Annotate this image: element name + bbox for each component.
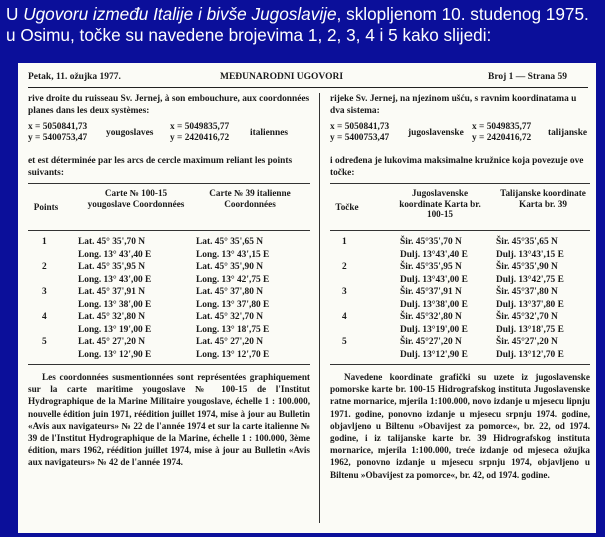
coord-x-yu: x = 5050841,73 [330, 122, 390, 132]
coord-y-it: y = 2420416,72 [170, 133, 230, 143]
document-header [18, 63, 596, 89]
yugoslav-coordinate: Dulj. 13°38',00 E [400, 299, 468, 310]
yugoslav-coordinate: Lat. 45° 35',95 N [78, 262, 146, 272]
yugoslav-coordinate: Long. 13° 43',40 E [78, 249, 152, 260]
coord-x-it: x = 5049835,77 [170, 122, 230, 132]
croatian-points-table [330, 183, 590, 365]
french-intro: rive droite du ruisseau Sv. Jernej, à son embouchure, aux coordonnées planes dans les deux systèmes: [28, 94, 310, 116]
yugoslav-coordinate: Šir. 45°35',70 N [400, 237, 462, 247]
table-row [28, 236, 310, 249]
table-row [330, 349, 590, 362]
italian-coordinate: Lat. 45° 35',65 N [196, 237, 264, 247]
italian-coordinate: Long. 13° 12',70 E [196, 349, 270, 360]
croatian-intro: rijeke Sv. Jernej, na njezinom ušću, s ravnim koordinatama u dva sistema: [330, 94, 577, 116]
point-number: 3 [342, 287, 347, 297]
italian-coordinate: Dulj. 13°18',75 E [496, 324, 564, 335]
yugoslav-coordinate: Lat. 45° 32',80 N [78, 312, 146, 322]
french-after: et est déterminée par les arcs de cercle maximum reliant les points suivants: [28, 156, 293, 178]
coord-system-yu: jugoslavenske [408, 128, 464, 138]
point-number: 5 [342, 337, 347, 347]
coord-y-yu: y = 5400753,47 [28, 133, 88, 143]
table-row [28, 349, 310, 362]
header-section: MEĐUNARODNI UGOVORI [220, 72, 344, 82]
yugoslav-coordinate: Lat. 45° 37',91 N [78, 287, 146, 297]
th-italian-chart: Talijanske koordinate Karta br. 39 [500, 188, 586, 209]
table-row [330, 236, 590, 249]
italian-coordinate: Lat. 45° 27',20 N [196, 337, 264, 347]
yugoslav-coordinate: Dulj. 13°19',00 E [400, 324, 468, 335]
table-row [330, 299, 590, 312]
croatian-body-text: Navedene koordinate grafički su uzete iz jugoslavenske pomorske karte br. 100-15 Hidrografskog instituta Jugoslavenske ratne mornarice, mjerila 1:100.000, novo izdanje u mjesecu lipnju 1971. godine, ponovno izdanje u mjesecu srpnju 1974. godine, objavljeno u Biltenu »Obavijest za pomorce«, br. 22, od 1974. godine, i iz talijanske karte br. 39 Hidrografskog instituta mornarice, mjerila 1:100.000, treće izdanje od mjeseca ožujka 1962, ponovno izdanje u mjesecu srpnju 1974, objavljeno u Biltenu »Obavijest za pomorce«, br. 42, od 1974. godine. [330, 372, 590, 480]
th-points: Points [33, 202, 59, 212]
yugoslav-coordinate: Long. 13° 43',00 E [78, 274, 152, 285]
column-divider [319, 93, 320, 523]
point-number: 2 [42, 262, 47, 272]
yugoslav-coordinate: Šir. 45°27',20 N [400, 337, 462, 347]
yugoslav-coordinate: Lat. 45° 27',20 N [78, 337, 146, 347]
italian-coordinate: Long. 13° 43',15 E [196, 249, 270, 260]
italian-coordinate: Šir. 45°35',65 N [496, 237, 558, 247]
yugoslav-coordinate: Dulj. 13°43',40 E [400, 249, 468, 260]
point-number: 1 [342, 237, 347, 247]
caption-treaty-title: Ugovoru između Italije i bivše Jugoslavije [23, 4, 337, 24]
caption-prefix: U [6, 4, 24, 24]
italian-coordinate: Long. 13° 18',75 E [196, 324, 270, 335]
header-rule [28, 87, 588, 88]
slide-caption [6, 4, 600, 46]
point-number: 1 [42, 237, 47, 247]
table-row [330, 324, 590, 337]
french-body-text: Les coordonnées susmentionnées sont représentées graphiquement sur la carte maritime yougoslave № 100-15 de l'Institut Hydrographique de la Marine Militaire yougoslave, échelle 1 : 100.000, nouvelle édition juin 1971, réédition juillet 1974, mise à jour au Bulletin «Avis aux navigateurs» № 22 de l'année 1974 et sur la carte italienne № 39 de l'Institut Hydrographique de la Marine, échelle 1 : 100.000, 3ème édition, mars 1962, réédition juillet 1974, mise à jour au Bulletin «Avis aux navigateurs» № 42 de l'année 1974. [28, 372, 310, 468]
italian-coordinate: Dulj. 13°37',80 E [496, 299, 564, 310]
italian-coordinate: Šir. 45°27',20 N [496, 337, 558, 347]
yugoslav-coordinate: Long. 13° 12',90 E [78, 349, 152, 360]
point-number: 5 [42, 337, 47, 347]
italian-coordinate: Dulj. 13°43',15 E [496, 249, 564, 260]
table-row [28, 274, 310, 287]
yugoslav-coordinate: Dulj. 13°12',90 E [400, 349, 468, 360]
point-number: 2 [342, 262, 347, 272]
th-yugoslav-chart: Carte № 100-15 yougoslave Coordonnées [87, 188, 185, 209]
point-number: 4 [342, 312, 347, 322]
table-row [28, 286, 310, 299]
treaty-document-scan [18, 63, 596, 533]
croatian-column [330, 93, 590, 481]
point-number: 4 [42, 312, 47, 322]
italian-coordinate: Lat. 45° 32',70 N [196, 312, 264, 322]
italian-coordinate: Šir. 45°32',70 N [496, 312, 558, 322]
header-page: Broj 1 — Strana 59 [488, 72, 567, 82]
coord-system-yu: yougoslaves [106, 128, 154, 138]
french-body [28, 371, 310, 469]
yugoslav-coordinate: Lat. 45° 35',70 N [78, 237, 146, 247]
table-row [28, 336, 310, 349]
table-row [330, 311, 590, 324]
table-row [330, 286, 590, 299]
coord-y-it: y = 2420416,72 [472, 133, 532, 143]
italian-coordinate: Long. 13° 37',80 E [196, 299, 270, 310]
yugoslav-coordinate: Šir. 45°32',80 N [400, 312, 462, 322]
coord-system-it: talijanske [548, 128, 588, 138]
italian-coordinate: Šir. 45°37',80 N [496, 287, 558, 297]
yugoslav-coordinate: Long. 13° 19',00 E [78, 324, 152, 335]
coord-system-it: italiennes [250, 128, 289, 138]
th-italian-chart: Carte № 39 italienne Coordonnées [209, 188, 291, 209]
point-number: 3 [42, 287, 47, 297]
croatian-body [330, 371, 590, 481]
table-row [28, 261, 310, 274]
coord-y-yu: y = 5400753,47 [330, 133, 390, 143]
yugoslav-coordinate: Long. 13° 38',00 E [78, 299, 152, 310]
croatian-coordinates [330, 121, 590, 151]
yugoslav-coordinate: Šir. 45°35',95 N [400, 262, 462, 272]
yugoslav-coordinate: Šir. 45°37',91 N [400, 287, 462, 297]
table-row [28, 299, 310, 312]
italian-coordinate: Šir. 45°35',90 N [496, 262, 558, 272]
table-row [28, 324, 310, 337]
caption-suffix: , sklopljenom 10. studenog 1975. u Osimu, točke su navedene brojevima 1, 2, 3, 4 i 5 kako slijedi: [6, 4, 589, 45]
header-date: Petak, 11. ožujka 1977. [28, 72, 121, 82]
croatian-after: i određena je lukovima maksimalne kružnice koja povezuje ove točke: [330, 156, 584, 178]
italian-coordinate: Lat. 45° 37',80 N [196, 287, 264, 297]
french-coordinates [28, 121, 310, 151]
table-row [330, 261, 590, 274]
coord-x-yu: x = 5050841,73 [28, 122, 88, 132]
th-points: Točke [335, 202, 359, 212]
italian-coordinate: Dulj. 13°42',75 E [496, 274, 564, 285]
italian-coordinate: Lat. 45° 35',90 N [196, 262, 264, 272]
yugoslav-coordinate: Dulj. 13°43',00 E [400, 274, 468, 285]
italian-coordinate: Dulj. 13°12',70 E [496, 349, 564, 360]
table-row [330, 249, 590, 262]
table-row [28, 311, 310, 324]
french-column [28, 93, 310, 469]
italian-coordinate: Long. 13° 42',75 E [196, 274, 270, 285]
coord-x-it: x = 5049835,77 [472, 122, 532, 132]
table-row [330, 336, 590, 349]
table-row [28, 249, 310, 262]
french-points-table [28, 183, 310, 365]
table-row [330, 274, 590, 287]
th-yugoslav-chart: Jugoslavenske koordinate Karta br. 100-15 [399, 188, 481, 219]
